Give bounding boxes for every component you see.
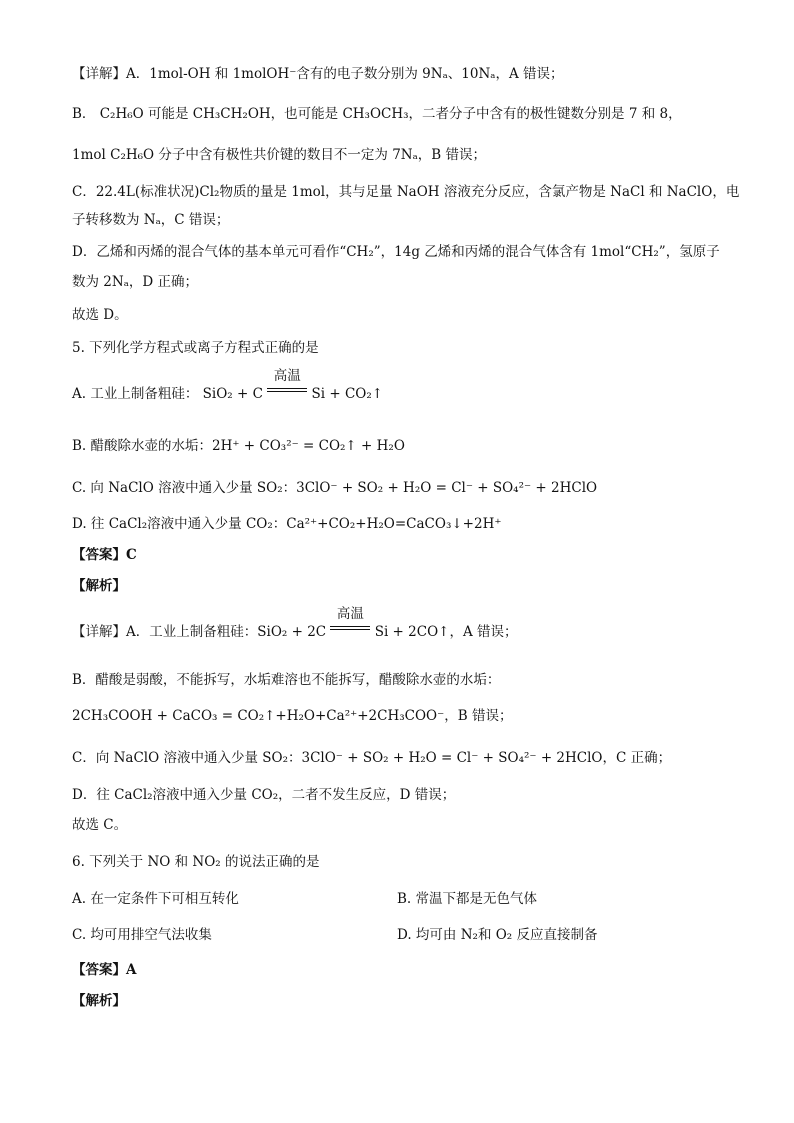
question-6-option-c: C. 均可用排空气法收集 xyxy=(72,927,212,943)
explanation-line-b2: 1mol C₂H₆O 分子中含有极性共价键的数目不一定为 7Nₐ，B 错误； xyxy=(72,147,487,163)
question-6-option-a: A. 在一定条件下可相互转化 xyxy=(72,891,239,907)
explanation-line-b: B． C₂H₆O 可能是 CH₃CH₂OH，也可能是 CH₃OCH₃，二者分子中含有的极性键数分别是 7 和 8， xyxy=(72,106,682,122)
detail-5-a: 【详解】A．工业上制备粗硅：SiO₂ + 2C 高温 Si + 2CO↑，A 错误； xyxy=(72,606,518,640)
detail-5-b: B．醋酸是弱酸，不能拆写，水垢难溶也不能拆写，醋酸除水壶的水垢： xyxy=(72,672,501,688)
question-6-option-b: B. 常温下都是无色气体 xyxy=(397,891,538,907)
reaction-condition: 高温 xyxy=(330,622,370,642)
reaction-condition: 高温 xyxy=(267,384,307,404)
question-5-option-a: A. 工业上制备粗硅： SiO₂ + C 高温 Si + CO₂↑ xyxy=(72,368,384,402)
answer-6: 【答案】A xyxy=(72,962,137,978)
answer-5: 【答案】C xyxy=(72,547,137,563)
analysis-5-heading: 【解析】 xyxy=(72,578,126,594)
explanation-line-c: C．22.4L(标准状况)Cl₂物质的量是 1mol，其与足量 NaOH 溶液充分反应，含氯产物是 NaCl 和 NaClO，电 xyxy=(72,184,740,200)
detail-5-d: D．往 CaCl₂溶液中通入少量 CO₂，二者不发生反应，D 错误； xyxy=(72,787,456,803)
analysis-6-heading: 【解析】 xyxy=(72,993,126,1009)
detail-5-b-equation: 2CH₃COOH + CaCO₃ = CO₂↑+H₂O+Ca²⁺+2CH₃COO⁻，B 错误； xyxy=(72,708,513,724)
question-5-stem: 5. 下列化学方程式或离子方程式正确的是 xyxy=(72,340,319,356)
question-5-option-d: D. 往 CaCl₂溶液中通入少量 CO₂：Ca²⁺+CO₂+H₂O=CaCO₃↓+2H⁺ xyxy=(72,516,502,532)
explanation-line-a: 【详解】A．1mol-OH 和 1molOH⁻含有的电子数分别为 9Nₐ、10Nₐ，A 错误； xyxy=(72,66,564,82)
question-5-option-b: B. 醋酸除水壶的水垢：2H⁺ + CO₃²⁻ = CO₂↑ + H₂O xyxy=(72,438,405,454)
explanation-line-d: D．乙烯和丙烯的混合气体的基本单元可看作“CH₂”，14g 乙烯和丙烯的混合气体含有 1mol“CH₂”，氢原子 xyxy=(72,244,720,260)
question-6-option-d: D. 均可由 N₂和 O₂ 反应直接制备 xyxy=(397,927,598,943)
explanation-line-c2: 子转移数为 Nₐ，C 错误； xyxy=(72,212,230,228)
detail-5-c: C．向 NaClO 溶液中通入少量 SO₂：3ClO⁻ + SO₂ + H₂O = Cl⁻ + SO₄²⁻ + 2HClO，C 正确； xyxy=(72,750,672,766)
conclusion-line: 故选 D。 xyxy=(72,307,128,323)
detail-5-conclusion: 故选 C。 xyxy=(72,817,128,833)
explanation-line-d2: 数为 2Nₐ，D 正确； xyxy=(72,274,199,290)
question-5-option-c: C. 向 NaClO 溶液中通入少量 SO₂：3ClO⁻ + SO₂ + H₂O = Cl⁻ + SO₄²⁻ + 2HClO xyxy=(72,480,598,496)
question-6-stem: 6. 下列关于 NO 和 NO₂ 的说法正确的是 xyxy=(72,854,320,870)
